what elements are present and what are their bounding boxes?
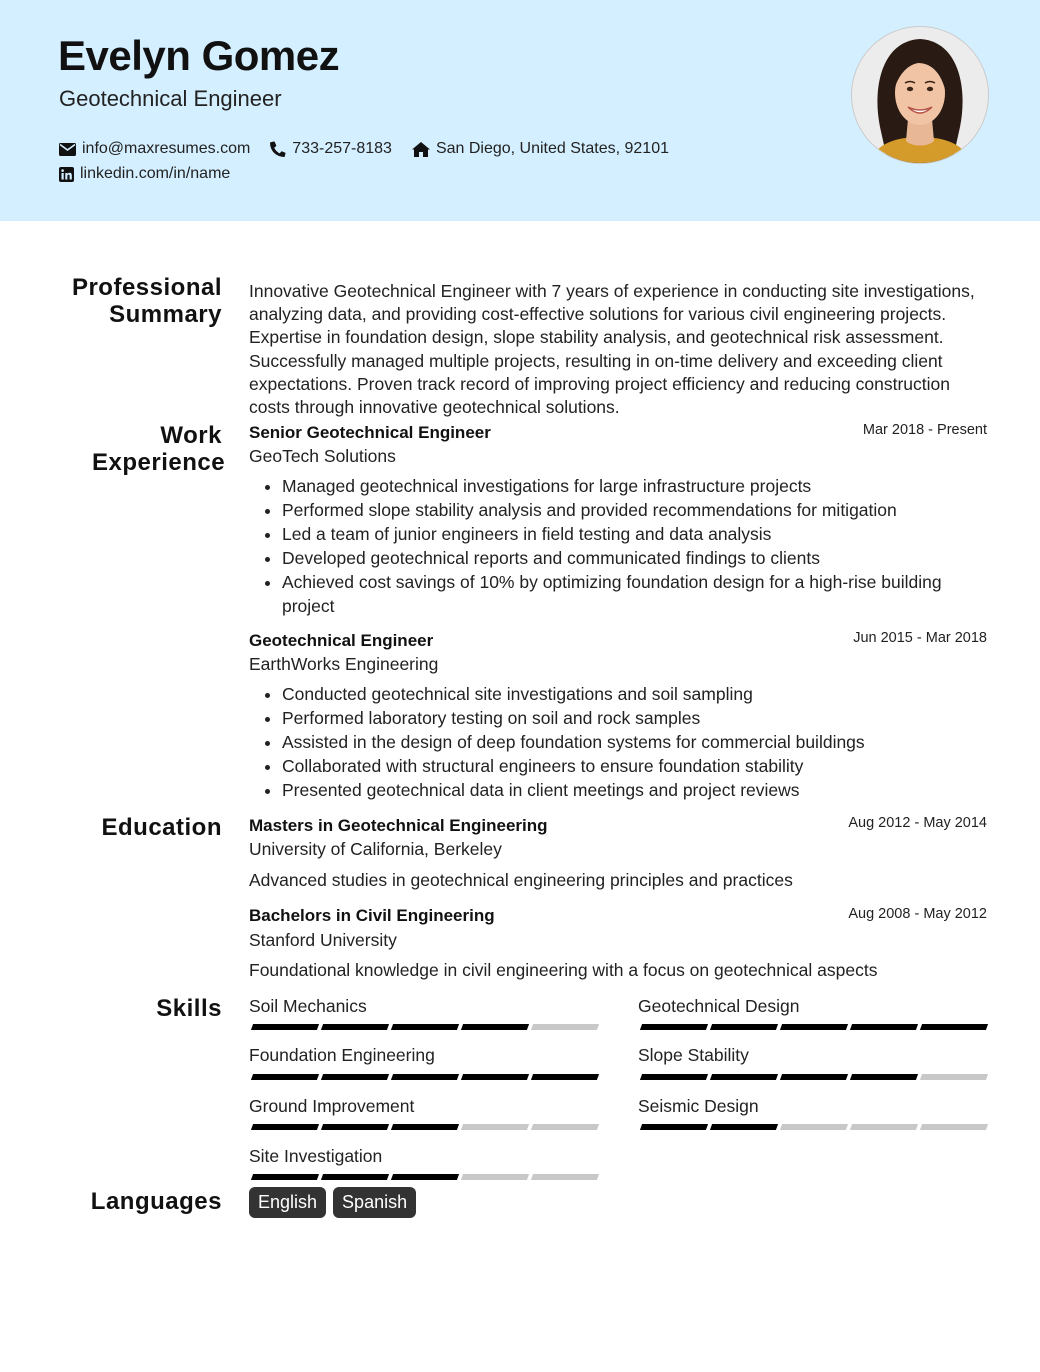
job-dates: Mar 2018 - Present [862, 422, 987, 438]
skill-segment-filled [391, 1174, 459, 1180]
skill-name: Seismic Design [638, 1096, 759, 1116]
education-description: Foundational knowledge in civil engineering with a focus on geotechnical aspects [249, 960, 878, 980]
skill-segment-empty [850, 1124, 918, 1130]
language-badge: English [249, 1187, 326, 1218]
job-bullet: • Conducted geotechnical site investigations and soil sampling [282, 682, 989, 706]
linkedin-icon [59, 167, 74, 182]
contact-linkedin[interactable] [59, 165, 230, 183]
section-title-languages: Languages [90, 1188, 222, 1215]
school-name: Stanford University [249, 930, 397, 950]
education-dates: Aug 2008 - May 2012 [848, 906, 987, 922]
email-text: info@maxresumes.com [82, 140, 251, 157]
skill-segment-empty [531, 1024, 599, 1030]
language-badge: Spanish [333, 1187, 416, 1218]
language-list [249, 1187, 423, 1218]
skill-level-bar [252, 1124, 599, 1130]
skill-level-bar [252, 1174, 599, 1180]
section-title-skills: Skills [156, 995, 222, 1022]
job-title: Senior Geotechnical Engineer [249, 423, 491, 442]
skill-segment-filled [251, 1124, 319, 1130]
skill-name: Slope Stability [638, 1045, 749, 1065]
skill-segment-filled [850, 1074, 918, 1080]
skill-segment-empty [780, 1124, 848, 1130]
job-bullet: • Assisted in the design of deep foundation systems for commercial buildings [282, 730, 989, 754]
skill-segment-filled [640, 1074, 708, 1080]
skill-segment-filled [321, 1174, 389, 1180]
skill-segment-empty [531, 1174, 599, 1180]
contact-location [412, 140, 669, 158]
skill-level-bar [641, 1024, 988, 1030]
skill-segment-filled [780, 1024, 848, 1030]
section-title-education: Education [101, 814, 222, 841]
job-title: Geotechnical Engineer [249, 631, 434, 650]
job-dates: Jun 2015 - Mar 2018 [853, 630, 987, 646]
job-bullets [249, 474, 989, 618]
section-title-work: Work Experience [92, 422, 226, 476]
skill-segment-filled [461, 1024, 529, 1030]
skill-segment-filled [780, 1074, 848, 1080]
skill-level-bar [641, 1074, 988, 1080]
job-bullet: • Led a team of junior engineers in field testing and data analysis [282, 522, 989, 546]
skill-segment-filled [321, 1024, 389, 1030]
skill-segment-filled [251, 1024, 319, 1030]
job-bullets [249, 682, 989, 802]
skill-name: Foundation Engineering [249, 1045, 435, 1065]
skill-level-bar [641, 1124, 988, 1130]
phone-text: 733-257-8183 [292, 140, 392, 157]
skill-segment-empty [461, 1124, 529, 1130]
skill-segment-filled [251, 1074, 319, 1080]
skill-segment-empty [461, 1174, 529, 1180]
job-company: EarthWorks Engineering [249, 654, 439, 674]
home-icon [412, 142, 430, 157]
skill-name: Site Investigation [249, 1146, 383, 1166]
skill-level-bar [252, 1074, 599, 1080]
skill-name: Geotechnical Design [638, 996, 800, 1016]
skill-segment-filled [461, 1074, 529, 1080]
section-title-summary: Professional Summary [71, 274, 222, 328]
profile-photo [851, 26, 989, 164]
skill-segment-filled [710, 1024, 778, 1030]
skill-segment-filled [850, 1024, 918, 1030]
skill-segment-empty [531, 1124, 599, 1130]
phone-icon [270, 141, 286, 157]
school-name: University of California, Berkeley [249, 839, 502, 859]
job-bullet: • Presented geotechnical data in client meetings and project reviews [282, 778, 989, 802]
job-bullet: • Performed laboratory testing on soil and rock samples [282, 706, 989, 730]
job-bullet: • Collaborated with structural engineers to ensure foundation stability [282, 754, 989, 778]
resume-header [0, 0, 1040, 221]
skill-segment-filled [391, 1074, 459, 1080]
skill-segment-filled [321, 1124, 389, 1130]
job-bullet: • Achieved cost savings of 10% by optimizing foundation design for a high-rise building project [282, 570, 989, 618]
skill-segment-empty [920, 1074, 988, 1080]
linkedin-text: linkedin.com/in/name [80, 165, 231, 182]
candidate-name: Evelyn Gomez [58, 32, 340, 79]
skill-segment-filled [710, 1124, 778, 1130]
degree-title: Masters in Geotechnical Engineering [249, 816, 548, 835]
skill-segment-filled [321, 1074, 389, 1080]
skill-segment-filled [920, 1024, 988, 1030]
envelope-icon [59, 143, 76, 156]
education-description: Advanced studies in geotechnical engineering principles and practices [249, 870, 793, 890]
skill-segment-filled [531, 1074, 599, 1080]
contact-phone[interactable] [270, 140, 392, 158]
contact-row-primary [59, 140, 689, 158]
skill-segment-empty [920, 1124, 988, 1130]
job-bullet: • Performed slope stability analysis and provided recommendations for mitigation [282, 498, 989, 522]
degree-title: Bachelors in Civil Engineering [249, 906, 495, 925]
contact-email[interactable] [59, 140, 250, 158]
job-company: GeoTech Solutions [249, 446, 396, 466]
skill-level-bar [252, 1024, 599, 1030]
skill-name: Ground Improvement [249, 1096, 415, 1116]
skill-segment-filled [391, 1024, 459, 1030]
skill-segment-filled [640, 1024, 708, 1030]
skill-segment-filled [710, 1074, 778, 1080]
skill-name: Soil Mechanics [249, 996, 367, 1016]
job-bullet: • Managed geotechnical investigations for large infrastructure projects [282, 474, 989, 498]
location-text: San Diego, United States, 92101 [435, 140, 669, 157]
education-dates: Aug 2012 - May 2014 [848, 815, 987, 831]
skill-segment-filled [640, 1124, 708, 1130]
summary-text: Innovative Geotechnical Engineer with 7 years of experience in conducting site investigations, analyzing data, and providing cost-effective solutions for various civil engineering projects. Expertise in foundation design, slope stability analysis, and geotechnical risk assessment. Successfully managed multiple projects, resulting in on-time delivery and exceeding client expectations. Proven track record of improving project efficiency and reducing construction costs through innovative geotechnical solutions. [249, 281, 975, 418]
skill-segment-filled [251, 1174, 319, 1180]
contact-row-secondary [59, 165, 250, 183]
skill-segment-filled [391, 1124, 459, 1130]
job-bullet: • Developed geotechnical reports and communicated findings to clients [282, 546, 989, 570]
candidate-role: Geotechnical Engineer [59, 86, 282, 111]
